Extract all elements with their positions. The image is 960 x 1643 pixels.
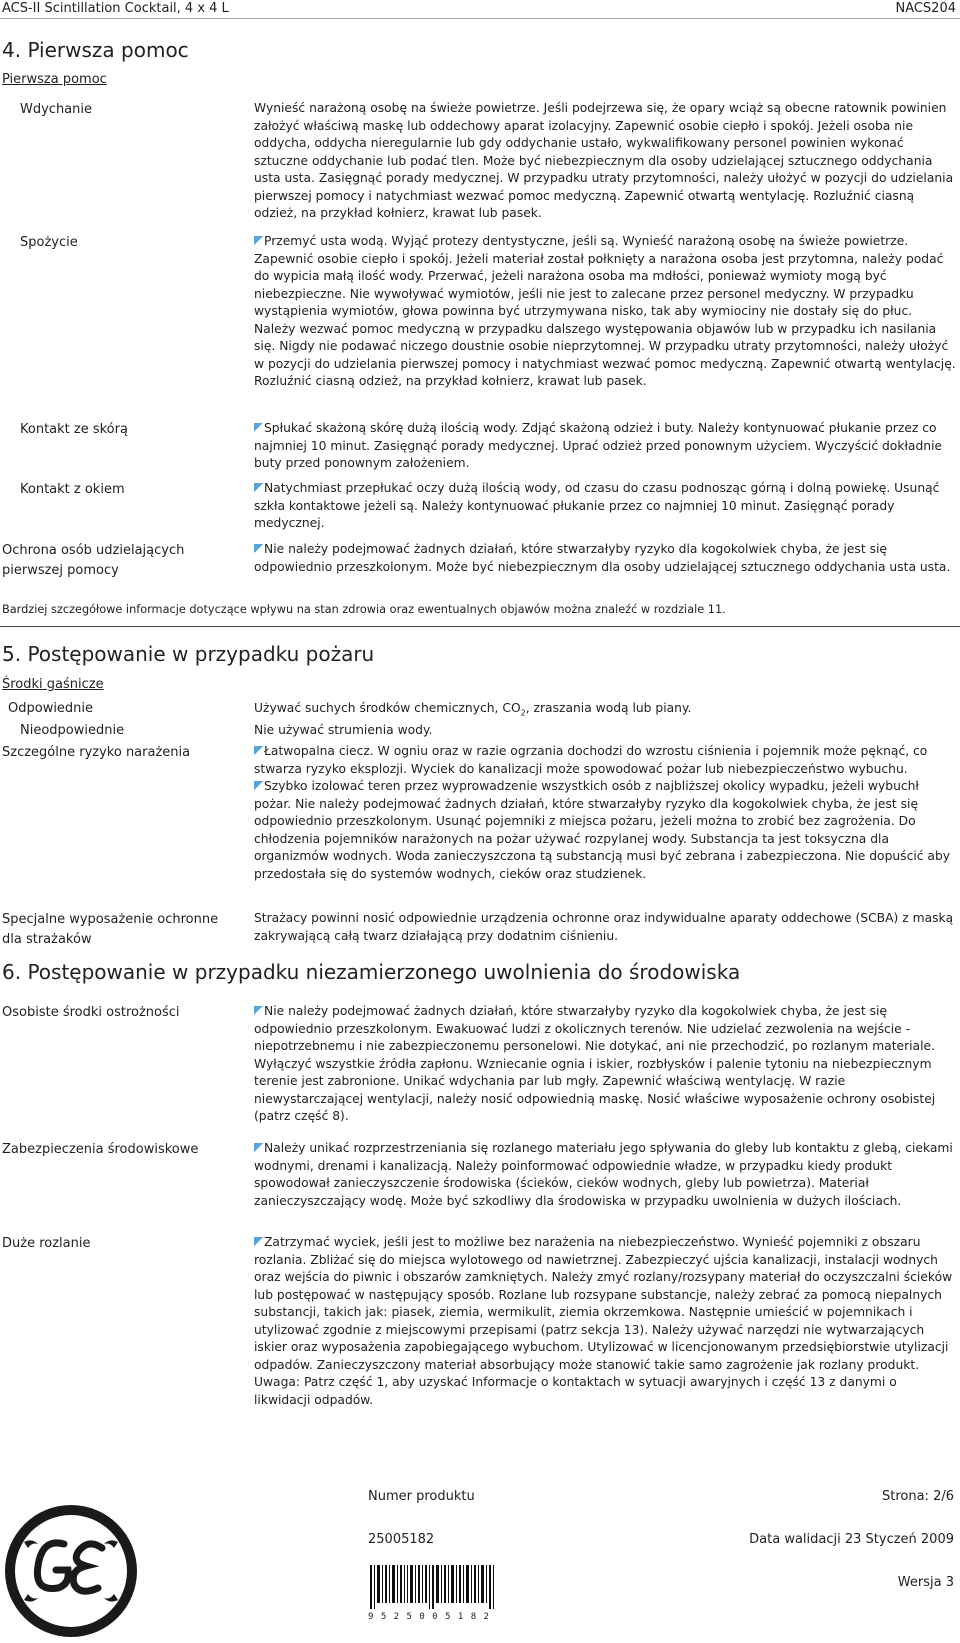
revision-mark-icon: [254, 746, 263, 755]
document-code: NACS204: [895, 1, 956, 16]
text-eye-contact: Natychmiast przepłukać oczy dużą ilością wody, od czasu do czasu podnosząc górną i dolną powiekę. Usunąć szkła kontaktowe jeżeli są. Należy kontynuować płukanie przez co najmniej 10 minut. Zasięgnąć porady medycznej.: [254, 481, 940, 530]
label-personal-precautions: Osobiste środki ostrożności: [2, 1005, 180, 1020]
text-suitable: Używać suchych środków chemicznych, $CO_2$, zraszania wodą lub piany.: [254, 701, 692, 718]
section-5-heading: 5. Postępowanie w przypadku pożaru: [2, 642, 375, 666]
text-skin-contact: Spłukać skażoną skórę dużą ilością wody. Zdjąć skażoną odzież i buty. Należy kontynuować płukanie przez co najmniej 10 minut. Zasięgnąć porady medycznej. Uprać odzież przed ponownym użyciem. Wyczyścić dokładnie buty przed ponownym założeniem.: [254, 421, 943, 470]
text-environmental-precautions: Należy unikać rozprzestrzeniania się rozlanego materiału jego spływania do gleby lub kontaktu z glebą, ciekami wodnymi, drenami i kanalizacją. Należy poinformować odpowiednie władze, w przypadku kiedy produkt spowodował zanieczyszczenie środowiska (ścieków, cieków wodnych, gleby lub powietrza). Materiał zanieczyszczający wodę. Może być szkodliwy dla środowiska w przypadku uwolnienia w dużych ilościach.: [254, 1141, 953, 1208]
barcode-digits: 9 5 2 5 0 0 5 1 8 2: [368, 1612, 490, 1622]
revision-mark-icon: [254, 1143, 263, 1152]
version: Wersja 3: [897, 1575, 954, 1590]
revision-mark-icon: [254, 423, 263, 432]
label-inhalation: Wdychanie: [20, 102, 93, 117]
revision-mark-icon: [254, 236, 263, 245]
section-4-note: Bardziej szczegółowe informacje dotyczące wpływu na stan zdrowia oraz ewentualnych objawów można znaleźć w rozdziale 11.: [2, 603, 726, 616]
label-skin-contact: Kontakt ze skórą: [20, 422, 128, 437]
revision-mark-icon: [254, 1237, 263, 1246]
revision-mark-icon: [254, 781, 263, 790]
page-number: Strona: 2/6: [881, 1489, 954, 1504]
section-4-heading: 4. Pierwsza pomoc: [2, 38, 189, 62]
barcode: [368, 1565, 498, 1625]
text-first-aider-protection: Nie należy podejmować żadnych działań, które stwarzałyby ryzyko dla kogokolwiek chyba, że jest się odpowiednio przeszkolonym. Może być niebezpiecznym dla osoby udzielającej sztucznego oddychania usta usta.: [254, 542, 951, 574]
label-ingestion: Spożycie: [20, 235, 78, 250]
section-divider: [0, 626, 960, 627]
label-environmental-precautions: Zabezpieczenia środowiskowe: [2, 1142, 199, 1157]
product-number-label: Numer produktu: [368, 1489, 475, 1504]
text-inhalation: Wynieść narażoną osobę na świeże powietrze. Jeśli podejrzewa się, że opary wciąż są obecne ratownik powinien założyć właściwą maskę lub oddechowy aparat izolacyjny. Zapewnić osobie ciepło i spokój. Jeżeli osoba nie oddycha, oddycha nieregularnie lub gdy oddychanie ustało, wykwalifikowany personel powinien wykonać sztuczne oddychanie lub podać tlen. Może być niebezpiecznym dla osoby udzielającej sztucznego oddychania usta usta. Zasięgnąć porady medycznej. W przypadku utraty przytomności, należy ułożyć w pozycji do udzielania pierwszej pomocy i natychmiast wezwać pomoc medyczną. Zapewnić otwartą wentylację. Rozluźnić ciasną odzież, na przykład kołnierz, krawat lub pasek.: [254, 101, 954, 220]
section-5-subheading: Środki gaśnicze: [2, 677, 104, 692]
ge-logo-icon: [2, 1502, 140, 1643]
text-personal-precautions: Nie należy podejmować żadnych działań, które stwarzałyby ryzyko dla kogokolwiek chyba, że jest się odpowiednio przeszkolonym. Ewakuować ludzi z okolicznych terenów. Nie udzielać zezwolenia na wejście - niepotrzebnemu i nie zabezpieczonemu personelowi. Nie dotykać, ani nie przechodzić, po rozlanym materiale. Wyłączyć wszystkie źródła zapłonu. Wzniecanie ognia i iskier, rozbłysków i palenie tytoniu na niebezpiecznym terenie jest zabronione. Unikać wdychania par lub mgły. Zapewnić właściwą wentylację. W razie niewystarczającej wentylacji, należy nosić odpowiednią maskę. Nosić właściwe wyposażenie ochrony osobistej (patrz część 8).: [254, 1004, 936, 1123]
section-4-subheading: Pierwsza pomoc: [2, 72, 107, 87]
text-large-spill: Zatrzymać wyciek, jeśli jest to możliwe bez narażenia na niebezpieczeństwo. Wynieść pojemniki z obszaru rozlania. Zbliżać się do miejsca wylotowego od nawietrznej. Zabezpieczyć ujścia kanalizacji, instalacji wodnych oraz wejścia do piwnic i obszarów zamkniętych. Należy zmyć rozlany/rozsypany materiał do oczyszczalni ścieków lub postępować w następujący sposób. Rozlane lub rozsypane substancje, należy zebrać za pomocą niepalnych substancji, takich jak: piasek, ziemia, wermikulit, ziemia okrzemkowa. Następnie umieścić w pojemnikach i utylizować zgodnie z miejscowymi przepisami (patrz sekcja 13). Należy używać narzędzi nie wytwarzających iskier oraz wyposażenia zapobiegającego wybuchom. Utylizować w licencjonowanym przedsiębiorstwie utylizacji odpadów. Zanieczyszczony materiał absorbujący może stanowić takie samo zagrożenie jak rozlany produkt. Uwaga: Patrz część 1, aby uzyskać Informacje o kontaktach w sytuacji awaryjnych i część 13 z danymi o likwidacji odpadów.: [254, 1235, 953, 1407]
revision-mark-icon: [254, 483, 263, 492]
label-firefighter-equipment: Specjalne wyposażenie ochronne dla strażaków: [2, 912, 219, 947]
label-unsuitable: Nieodpowiednie: [20, 723, 125, 738]
document-title: ACS-II Scintillation Cocktail, 4 x 4 L: [2, 1, 229, 16]
label-large-spill: Duże rozlanie: [2, 1236, 91, 1251]
section-6-heading: 6. Postępowanie w przypadku niezamierzonego uwolnienia do środowiska: [2, 960, 741, 984]
product-number: 25005182: [368, 1532, 435, 1547]
text-firefighter-equipment: Strażacy powinni nosić odpowiednie urządzenia ochronne oraz indywidualne aparaty oddechowe (SCBA) z maską zakrywającą całą twarz działającą przy dodatnim ciśnieniu.: [254, 911, 954, 943]
text-ingestion: Przemyć usta wodą. Wyjąć protezy dentystyczne, jeśli są. Wynieść narażoną osobę na świeże powietrze. Zapewnić osobie ciepło i spokój. Jeżeli materiał został połknięty a narażona osoba jest przytomna, należy podać do wypicia małą ilość wody. Przerwać, jeżeli narażona osoba ma mdłości, ponieważ wymioty mogą być niebezpieczne. Nie wywoływać wymiotów, jeśli nie jest to zalecane przez personel medyczny. W przypadku wystąpienia wymiotów, głowa powinna być utrzymywana nisko, tak aby wymiociny nie dostały się do płuc. Należy wezwać pomoc medyczną w przypadku dalszego występowania objawów lub w przypadku ich nasilania się. Nigdy nie podawać niczego doustnie osobie nieprzytomnej. W przypadku utraty przytomności, należy ułożyć w pozycji do udzielania pierwszej pomocy i natychmiast wezwać pomoc medyczną. Zapewnić otwartą wentylację. Rozluźnić ciasną odzież, na przykład kołnierz, krawat lub pasek.: [254, 234, 956, 388]
revision-mark-icon: [254, 1006, 263, 1015]
text-special-hazard: Łatwopalna ciecz. W ogniu oraz w razie ogrzania dochodzi do wzrostu ciśnienia i pojemnik może pęknąć, co stwarza ryzyko eksplozji. Wyciek do kanalizacji może spowodować pożar lub niebezpieczeństwo wybuchu. Szybko izolować teren przez wyprowadzenie wszystkich osób z najbliższej okolicy wypadku, jeżeli wybuchł pożar. Nie należy podejmować żadnych działań, które stwarzałyby ryzyko dla kogokolwiek chyba, że jest się odpowiednio przeszkolonym. Usunąć pojemniki z miejsca pożaru, jeżeli można to zrobić bez zagrożenia. Do chłodzenia pojemników narażonych na pożar używać rozpylanej wody. Substancja ta jest toksyczna dla organizmów wodnych. Woda zanieczyszczona tą substancją musi być zebrana i zabezpieczona. Nie dopuścić aby przedostała się do systemów wodnych, cieków oraz studzienek.: [254, 744, 951, 881]
label-special-hazard: Szczególne ryzyko narażenia: [2, 745, 191, 760]
page-header: [0, 0, 960, 19]
label-first-aider-protection: Ochrona osób udzielających pierwszej pomocy: [2, 543, 185, 578]
label-eye-contact: Kontakt z okiem: [20, 482, 125, 497]
validation-date: Data walidacji 23 Styczeń 2009: [749, 1532, 954, 1547]
revision-mark-icon: [254, 544, 263, 553]
label-suitable: Odpowiednie: [8, 701, 94, 716]
text-unsuitable: Nie używać strumienia wody.: [254, 723, 433, 737]
